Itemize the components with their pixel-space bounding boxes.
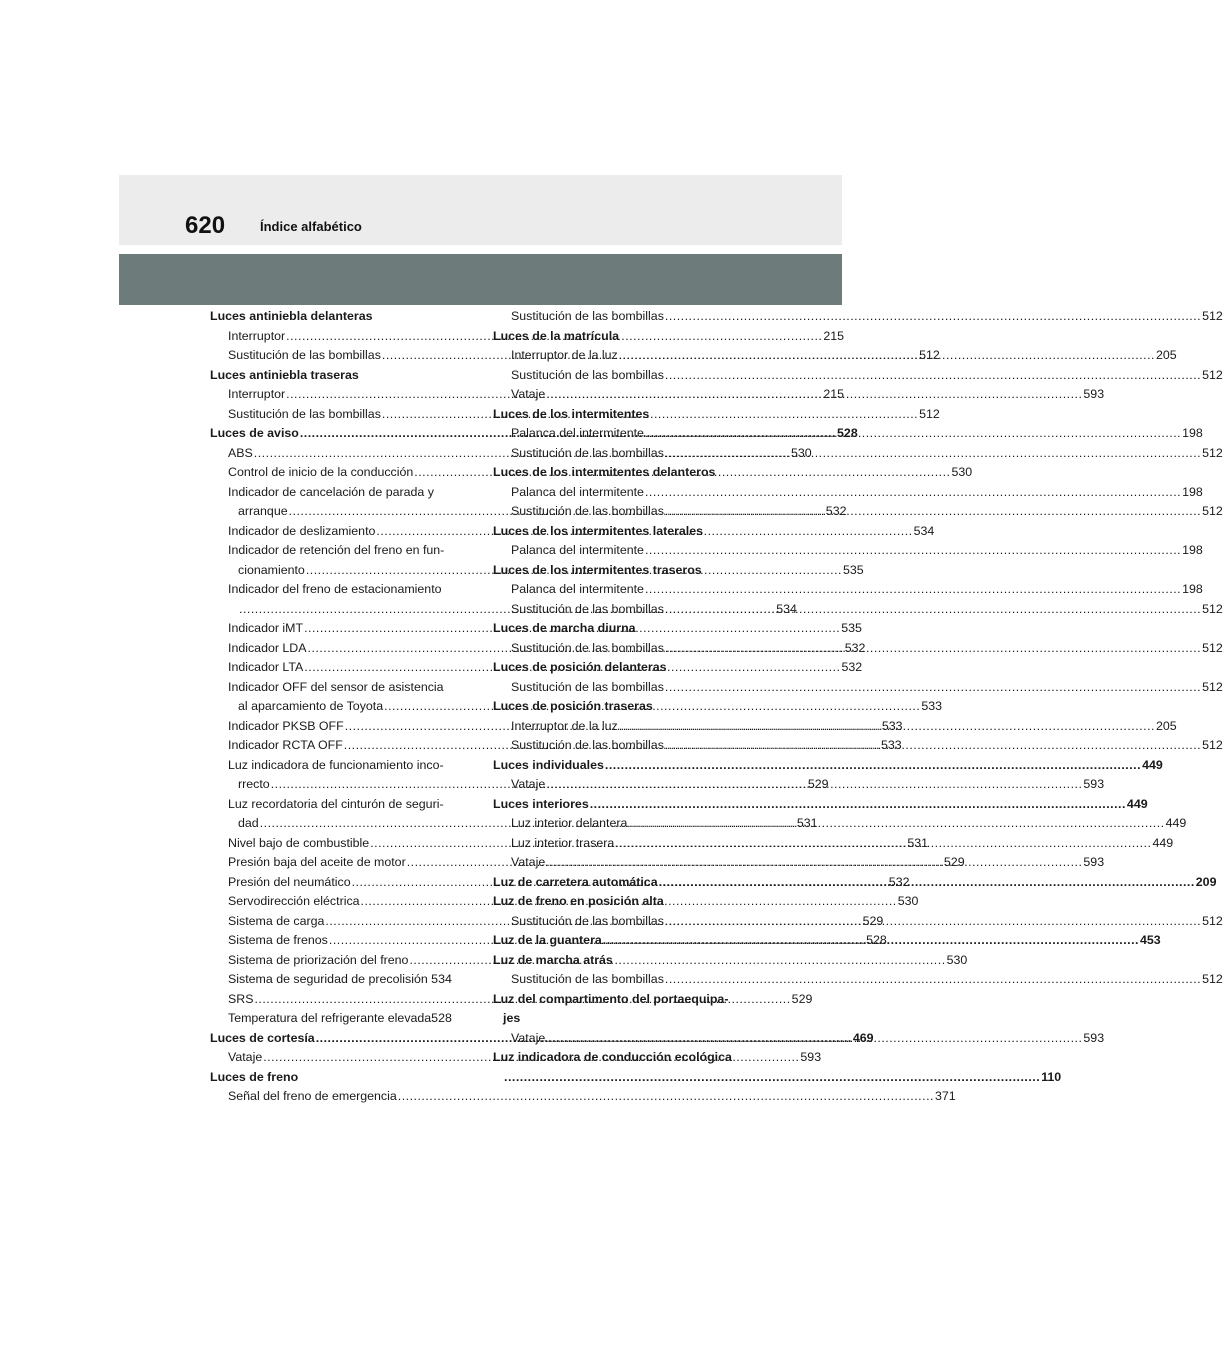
index-entry-page: 532 <box>888 874 910 889</box>
index-entry-text: jes <box>503 1011 521 1025</box>
index-entry-page: 198 <box>1182 484 1203 499</box>
index-entry-page: 532 <box>844 640 866 655</box>
leader-dots <box>665 736 1201 756</box>
index-entry-text: al aparcamiento de Toyota <box>238 699 384 713</box>
index-entry-page: 530 <box>951 465 973 479</box>
index-entry-text: Señal del freno de emergencia <box>228 1089 397 1103</box>
index-entry-sub <box>210 970 463 990</box>
index-entry-text: Sustitución de las bombillas <box>511 309 664 323</box>
index-entry-page: 205 <box>1155 718 1177 733</box>
leader-dots <box>665 502 1201 522</box>
index-entry-sub <box>493 970 1223 990</box>
leader-dots <box>665 366 1201 386</box>
index-entry-sub <box>493 580 1203 600</box>
index-entry-text: Luces de los intermitentes traseros <box>493 562 702 577</box>
index-entry-page: 209 <box>1195 874 1217 889</box>
index-entry-text: Luz indicadora de funcionamiento inco- <box>228 757 444 772</box>
index-entry-text: Luces antiniebla delanteras <box>210 309 373 323</box>
index-entry-page: 469 <box>852 1030 874 1045</box>
index-entry-page: 512 <box>919 348 940 362</box>
index-entry-text: Indicador LDA <box>228 640 307 655</box>
index-entry-page: 512 <box>1202 738 1223 752</box>
index-entry-text: Sustitución de las bombillas <box>228 406 381 421</box>
index-entry-page: 215 <box>823 387 845 401</box>
index-entry-text: Luces de los intermitentes <box>493 406 650 421</box>
index-entry-text: Vataje <box>511 1030 546 1045</box>
index-entry-main <box>493 951 746 971</box>
index-entry-main <box>493 990 746 1010</box>
index-entry-page: 449 <box>1165 816 1187 830</box>
page-number: 620 <box>185 212 226 239</box>
index-entry-text: Sistema de carga <box>228 913 325 928</box>
index-entry-text: Indicador del freno de estacionamiento <box>228 582 442 596</box>
index-entry-page: 532 <box>825 504 847 518</box>
index-entry-page: 449 <box>1126 796 1148 811</box>
index-entry-text: cionamiento <box>238 562 305 577</box>
index-entry-text: Palanca del intermitente <box>511 543 644 557</box>
index-entry-page: 512 <box>1202 679 1223 694</box>
index-entry-main <box>493 327 746 347</box>
index-entry-sub <box>210 483 463 503</box>
index-entry-main <box>493 697 746 717</box>
index-entry-page: 528 <box>866 933 887 947</box>
index-entry-text: Luz interior trasera <box>511 835 615 850</box>
index-entry-text: Sustitución de las bombillas <box>228 348 381 362</box>
leader-dots <box>619 717 1155 737</box>
index-entry-text: Palanca del intermitente <box>511 582 644 596</box>
index-entry-text: Sustitución de las bombillas <box>511 601 664 616</box>
index-entry-page: 535 <box>843 562 864 577</box>
index-entry-text: Luces de marcha diurna <box>493 621 636 635</box>
index-entry-text: Nivel bajo de combustible <box>228 835 370 850</box>
index-entry-text: Vataje <box>511 777 546 791</box>
index-entry-page: 533 <box>921 699 942 713</box>
leader-dots <box>546 385 1082 405</box>
index-entry-sub <box>210 541 463 561</box>
leader-dots <box>605 756 1141 776</box>
index-entry-main <box>493 522 746 542</box>
section-title: Índice alfabético <box>260 219 362 234</box>
index-entry-text: Palanca del intermitente <box>511 426 644 440</box>
leader-dots <box>398 1087 934 1107</box>
index-entry-page: 530 <box>897 894 919 908</box>
index-entry-text: Luces de freno <box>210 1069 299 1084</box>
index-entry-main <box>493 1009 746 1029</box>
leader-dots <box>665 678 1201 698</box>
index-entry-page: 593 <box>1083 777 1105 791</box>
leader-dots <box>665 639 1201 659</box>
index-entry-page: 529 <box>807 777 829 791</box>
header-bar <box>119 254 842 305</box>
index-entry-page: 534 <box>913 523 935 538</box>
index-entry-text: Luces de aviso <box>210 426 299 440</box>
index-entry-text: Temperatura del refrigerante elevada528 <box>228 1011 452 1025</box>
index-entry-text: Sistema de priorización del freno <box>228 952 409 967</box>
index-entry-text: Vataje <box>228 1050 263 1064</box>
index-entry-page: 512 <box>1202 309 1223 323</box>
index-entry-text: Interruptor de la luz <box>511 718 618 733</box>
index-entry-text: Indicador iMT <box>228 621 304 635</box>
index-entry-page: 531 <box>907 835 929 850</box>
index-entry-page: 512 <box>919 406 940 421</box>
index-entry-page: 512 <box>1202 601 1223 616</box>
index-entry-text: arranque <box>238 504 288 518</box>
index-entry-page: 530 <box>790 445 812 460</box>
index-entry-text: Luces de la matrícula <box>493 328 620 343</box>
index-entry-page: 531 <box>796 816 818 830</box>
index-entry-text: Sustitución de las bombillas <box>511 640 664 655</box>
index-entry-page: 512 <box>1202 504 1223 518</box>
index-entry-main <box>210 307 463 327</box>
index-entry-page: 198 <box>1182 543 1203 557</box>
index-entry-page: 593 <box>1083 387 1105 401</box>
index-entry-text: Luz de carretera automática <box>493 874 658 889</box>
index-entry-main <box>493 892 746 912</box>
index-entry-page: 532 <box>841 660 863 674</box>
index-entry-text: Sustitución de las bombillas <box>511 679 664 694</box>
index-entry-text: Luz de freno en posición alta <box>493 894 664 908</box>
index-entry-sub <box>493 366 1223 386</box>
index-entry-page: 529 <box>943 855 965 869</box>
index-entry-page: 198 <box>1182 426 1203 440</box>
index-entry-main <box>493 756 1163 776</box>
leader-dots <box>590 795 1126 815</box>
index-entry-main <box>210 366 463 386</box>
leader-dots <box>615 834 1151 854</box>
index-entry-text: Interruptor de la luz <box>511 348 618 362</box>
index-entry-main <box>493 405 746 425</box>
leader-dots <box>628 814 1164 834</box>
index-entry-text: Luces de los intermitentes laterales <box>493 523 704 538</box>
index-entry-page: 215 <box>823 328 845 343</box>
index-entry-text: Indicador LTA <box>228 660 304 674</box>
leader-dots <box>665 600 1201 620</box>
index-entry-text: Luces interiores <box>493 796 589 811</box>
index-entry-sub <box>210 795 463 815</box>
index-entry-text: Sustitución de las bombillas <box>511 972 664 986</box>
leader-dots <box>619 346 1155 366</box>
leader-dots <box>645 541 1181 561</box>
index-entry-page: 593 <box>800 1050 822 1064</box>
index-entry-text: Indicador de cancelación de parada y <box>228 484 434 499</box>
index-entry-text: Luz recordatoria del cinturón de seguri- <box>228 796 444 811</box>
index-entry-text: Control de inicio de la conducción <box>228 465 414 479</box>
index-entry-page: 449 <box>1152 835 1174 850</box>
index-entry-main <box>493 1048 746 1068</box>
index-entry-page: 198 <box>1182 582 1203 596</box>
leader-dots <box>659 873 1195 893</box>
index-entry-text: Luz indicadora de conducción ecológica <box>493 1050 732 1064</box>
index-entry-text: Interruptor <box>228 328 286 343</box>
index-entry-sub <box>210 678 463 698</box>
index-entry-page: 528 <box>837 426 858 440</box>
leader-dots <box>546 853 1082 873</box>
leader-dots <box>645 483 1181 503</box>
index-entry-main <box>493 619 746 639</box>
index-entry-text: Luces de los intermitentes delanteros <box>493 465 716 479</box>
index-entry-text: Sistema de frenos <box>228 933 328 947</box>
index-entry-text: Presión baja del aceite de motor <box>228 855 406 869</box>
index-entry-sub <box>210 1087 956 1107</box>
index-entry-text: Servodirección eléctrica <box>228 894 360 908</box>
index-entry-page: 449 <box>1142 757 1163 772</box>
leader-dots <box>603 931 1139 951</box>
index-entry-text: Sustitución de las bombillas <box>511 504 664 518</box>
index-entry-sub <box>210 756 463 776</box>
index-entry-page: 205 <box>1155 348 1177 362</box>
index-entry-text: Luces antiniebla traseras <box>210 367 359 382</box>
index-entry-page: 512 <box>1202 445 1223 460</box>
index-entry-text: Luz de la guantera <box>493 933 602 947</box>
index-entry-text: Luces de cortesía <box>210 1030 315 1045</box>
index-entry-page: 530 <box>946 952 968 967</box>
index-entry-text: Luz interior delantera <box>511 816 628 830</box>
index-entry-page: 512 <box>1202 972 1223 986</box>
index-entry-page: 371 <box>934 1089 956 1103</box>
index-entry-sub <box>210 1009 463 1029</box>
index-entry-main <box>493 561 746 581</box>
index-entry-text: dad <box>238 816 259 830</box>
index-entry-page: 529 <box>791 991 813 1006</box>
index-entry-sub <box>493 678 1223 698</box>
index-entry-text: Sustitución de las bombillas <box>511 445 664 460</box>
index-entry-text: Luz de marcha atrás <box>493 952 613 967</box>
index-entry-main <box>493 795 1148 815</box>
index-entry-text: Luz del compartimento del portaequipa- <box>493 991 729 1006</box>
index-entry-text: Presión del neumático <box>228 874 351 889</box>
index-entry-text: SRS <box>228 991 254 1006</box>
index-entry-text: Sustitución de las bombillas <box>511 367 664 382</box>
leader-dots <box>665 307 1201 327</box>
index-entry-page: 593 <box>1083 855 1105 869</box>
index-entry-page: 512 <box>1202 367 1223 382</box>
index-entry-sub <box>210 580 463 600</box>
index-entry-text: Luces individuales <box>493 757 604 772</box>
index-entry-page: 512 <box>1202 913 1223 928</box>
index-entry-text: Vataje <box>511 855 546 869</box>
index-entry-text: ABS <box>228 445 253 460</box>
leader-dots <box>665 912 1201 932</box>
index-entry-main <box>210 1068 463 1088</box>
leader-dots <box>665 970 1201 990</box>
index-entry-page: 535 <box>841 621 862 635</box>
index-entry-page: 534 <box>776 601 797 616</box>
index-entry-text: Indicador RCTA OFF <box>228 738 343 752</box>
leader-dots <box>665 444 1201 464</box>
index-entry-text: Luces de posición delanteras <box>493 660 667 674</box>
index-entry-text: Sustitución de las bombillas <box>511 738 664 752</box>
index-entry-text: Sistema de seguridad de precolisión 534 <box>228 972 452 986</box>
index-entry-text: Interruptor <box>228 387 286 401</box>
leader-dots <box>546 775 1082 795</box>
leader-dots <box>645 424 1181 444</box>
index-entry-main <box>493 658 746 678</box>
index-entry-page: 529 <box>862 913 884 928</box>
leader-dots <box>645 580 1181 600</box>
leader-dots <box>546 1029 1082 1049</box>
index-entry-main <box>493 463 746 483</box>
index-entry-sub <box>493 483 1203 503</box>
index-entry-text: Vataje <box>511 387 546 401</box>
index-entry-text: Indicador de retención del freno en fun- <box>228 543 445 557</box>
index-entry-page: 533 <box>880 738 902 752</box>
leader-dots <box>504 1068 1040 1088</box>
index-entry-page: 593 <box>1083 1030 1105 1045</box>
index-entry-text: Indicador PKSB OFF <box>228 718 344 733</box>
index-entry-page: 110 <box>1041 1069 1062 1084</box>
index-entry-page: 453 <box>1139 933 1161 947</box>
index-entry-text: Palanca del intermitente <box>511 484 644 499</box>
index-entry-text: Indicador OFF del sensor de asistencia <box>228 679 444 694</box>
index-entry-sub <box>493 541 1203 561</box>
index-entry-page: 533 <box>881 718 903 733</box>
index-entry-main <box>493 1068 1062 1088</box>
index-entry-text: Luces de posición traseras <box>493 699 653 713</box>
index-entry-page: 512 <box>1202 640 1223 655</box>
header-band <box>119 175 842 245</box>
index-entry-text: Sustitución de las bombillas <box>511 913 664 928</box>
index-entry-text: Indicador de deslizamiento <box>228 523 376 538</box>
index-entry-text: rrecto <box>238 777 270 791</box>
index-entry-sub <box>493 307 1223 327</box>
